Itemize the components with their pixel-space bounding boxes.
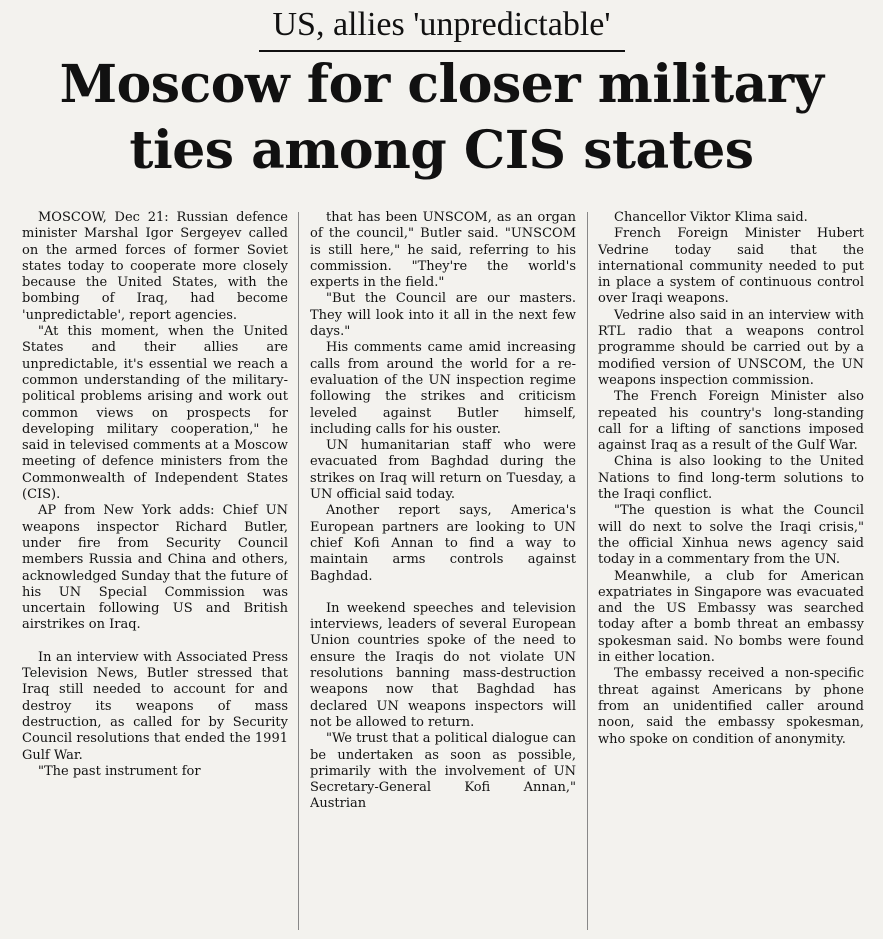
paragraph: The embassy received a non-specific threat against Americans by phone from an unidentified caller around noon, said the embassy spokesman, who spoke on condition of anonymity. [598,666,864,747]
paragraph: UN humanitarian staff who were evacuated from Baghdad during the strikes on Iraq will return on Tuesday, a UN official said today. [310,438,576,503]
paragraph: The French Foreign Minister also repeated his country's long-standing call for a lifting of sanctions imposed against Iraq as a result of the Gulf War. [598,389,864,454]
paragraph: Chancellor Viktor Klima said. [614,210,808,225]
paragraph: China is also looking to the United Nations to find long-term solutions to the Iraqi conflict. [598,454,864,503]
paragraph: "The past instrument for [38,763,201,779]
paragraph: "At this moment, when the United States and their allies are unpredictable, it's essential we reach a common understanding of the military-political problems arising and work out common views on prospects for developing military cooperation," he said in televised comments at a Moscow meeting of defence ministers from the Commonwealth of Independent States (CIS). [22,324,288,503]
paragraph: AP from New York adds: Chief UN weapons inspector Richard Butler, under fire from Security Council members Russia and China and others, acknowledged Sunday that the future of his UN Special Commission was uncertain following US and British airstrikes on Iraq. [22,503,288,633]
headline [0,52,883,184]
article-column-1 [22,210,288,935]
paragraph: "But the Council are our masters. They will look into it all in the next few days." [310,291,576,340]
paragraph: In weekend speeches and television interviews, leaders of several European Union countries spoke of the need to ensure the Iraqis do not violate UN resolutions banning mass-destruction weapons now that Baghdad has declared UN weapons inspectors will not be allowed to return. [310,600,576,730]
article-column-2 [310,210,576,935]
paragraph: Meanwhile, a club for American expatriates in Singapore was evacuated and the US Embassy was searched today after a bomb threat an embassy spokesman said. No bombs were found in either location. [598,568,864,666]
headline-line-1: Moscow for closer military [59,54,824,115]
paragraph: In an interview with Associated Press Television News, Butler stressed that Iraq still needed to account for and destroy its weapons of mass destruction, as called for by Security Council resolutions that ended the 1991 Gulf War. [22,649,288,763]
kicker-wrap [0,0,883,52]
paragraph: Another report says, America's European partners are looking to UN chief Kofi Annan to find a way to maintain arms controls against Baghdad. [310,503,576,584]
column-divider [298,212,299,930]
column-divider [587,212,588,930]
paragraph: His comments came amid increasing calls from around the world for a re-evaluation of the UN inspection regime following the strikes and criticism leveled against Butler himself, including calls for his ouster. [310,340,576,437]
paragraph: "The question is what the Council will do next to solve the Iraqi crisis," the official Xinhua news agency said today in a commentary from the UN. [598,503,864,568]
paragraph: that has been UNSCOM, as an organ of the council," Butler said. "UNSCOM is still here," he said, referring to his commission. "They're the world's experts in the field." [310,210,576,291]
headline-line-2: ties among CIS states [129,120,754,181]
paragraph: Vedrine also said in an interview with RTL radio that a weapons control programme should be carried out by a modified version of UNSCOM, the UN weapons inspection commission. [598,307,864,388]
paragraph: French Foreign Minister Hubert Vedrine today said that the international community needed to put in place a system of continuous control over Iraqi weapons. [598,226,864,307]
paragraph: MOSCOW, Dec 21: Russian defence minister Marshal Igor Sergeyev called on the armed forces of former Soviet states today to cooperate more closely because the United States, with the bombing of Iraq, had become 'unpredictable', report agencies. [22,210,288,323]
article-column-3 [598,210,864,935]
paragraph: "We trust that a political dialogue can be undertaken as soon as possible, primarily with the involvement of UN Secretary-General Kofi Annan," Austrian [310,731,576,812]
kicker: US, allies 'unpredictable' [259,4,625,52]
